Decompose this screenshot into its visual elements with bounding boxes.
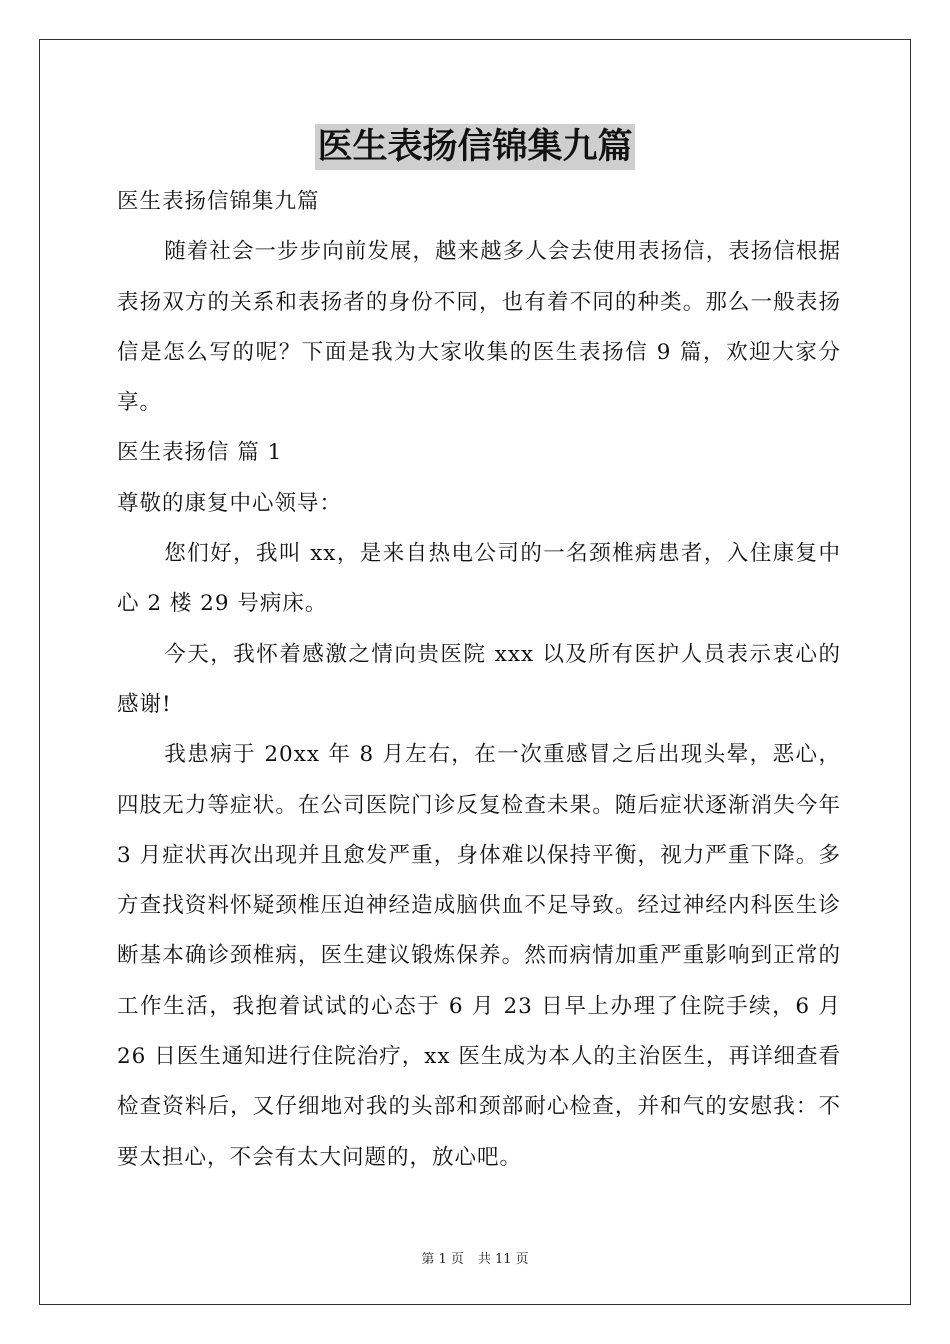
document-body [117, 177, 841, 1183]
salutation: 尊敬的康复中心领导： [117, 490, 343, 516]
body-paragraph: 我患病于 20xx 年 8 月左右，在一次重感冒之后出现头晕，恶心，四肢无力等症状。在公司医院门诊反复检查未果。随后症状逐渐消失今年 3 月症状再次出现并且愈发严重，身体难以保持平衡，视力严重下降。多方查找资料怀疑颈椎压迫神经造成脑供血不足导致。经过神经内科医生诊断基本确诊颈椎病，医生建议锻炼保养。然而病情加重严重影响到正常的工作生活，我抱着试试的心态于 6 月 23 日早上办理了住院手续，6 月 26 日医生通知进行住院治疗，xx 医生成为本人的主治医生，再详细查看检查资料后，又仔细地对我的头部和颈部耐心检查，并和气的安慰我：不要太担心，不会有太大问题的，放心吧。 [117, 742, 841, 1170]
page-total: 共 11 页 [477, 1252, 529, 1267]
body-paragraph: 您们好，我叫 xx，是来自热电公司的一名颈椎病患者，入住康复中心 2 楼 29 号病床。 [117, 541, 841, 617]
document-title-text: 医生表扬信锦集九篇 [315, 124, 634, 170]
body-paragraph: 今天，我怀着感激之情向贵医院 xxx 以及所有医护人员表示衷心的感谢! [117, 641, 841, 717]
page-number: 第 1 页 [421, 1252, 464, 1267]
intro-paragraph: 随着社会一步步向前发展，越来越多人会去使用表扬信，表扬信根据表扬双方的关系和表扬者的身份不同，也有着不同的种类。那么一般表扬信是怎么写的呢？下面是我为大家收集的医生表扬信 9 篇，欢迎大家分享。 [117, 239, 841, 416]
document-title [0, 124, 950, 170]
section-heading: 医生表扬信 篇 1 [117, 440, 283, 466]
page-footer [0, 1248, 950, 1267]
subtitle-paragraph: 医生表扬信锦集九篇 [117, 189, 320, 214]
